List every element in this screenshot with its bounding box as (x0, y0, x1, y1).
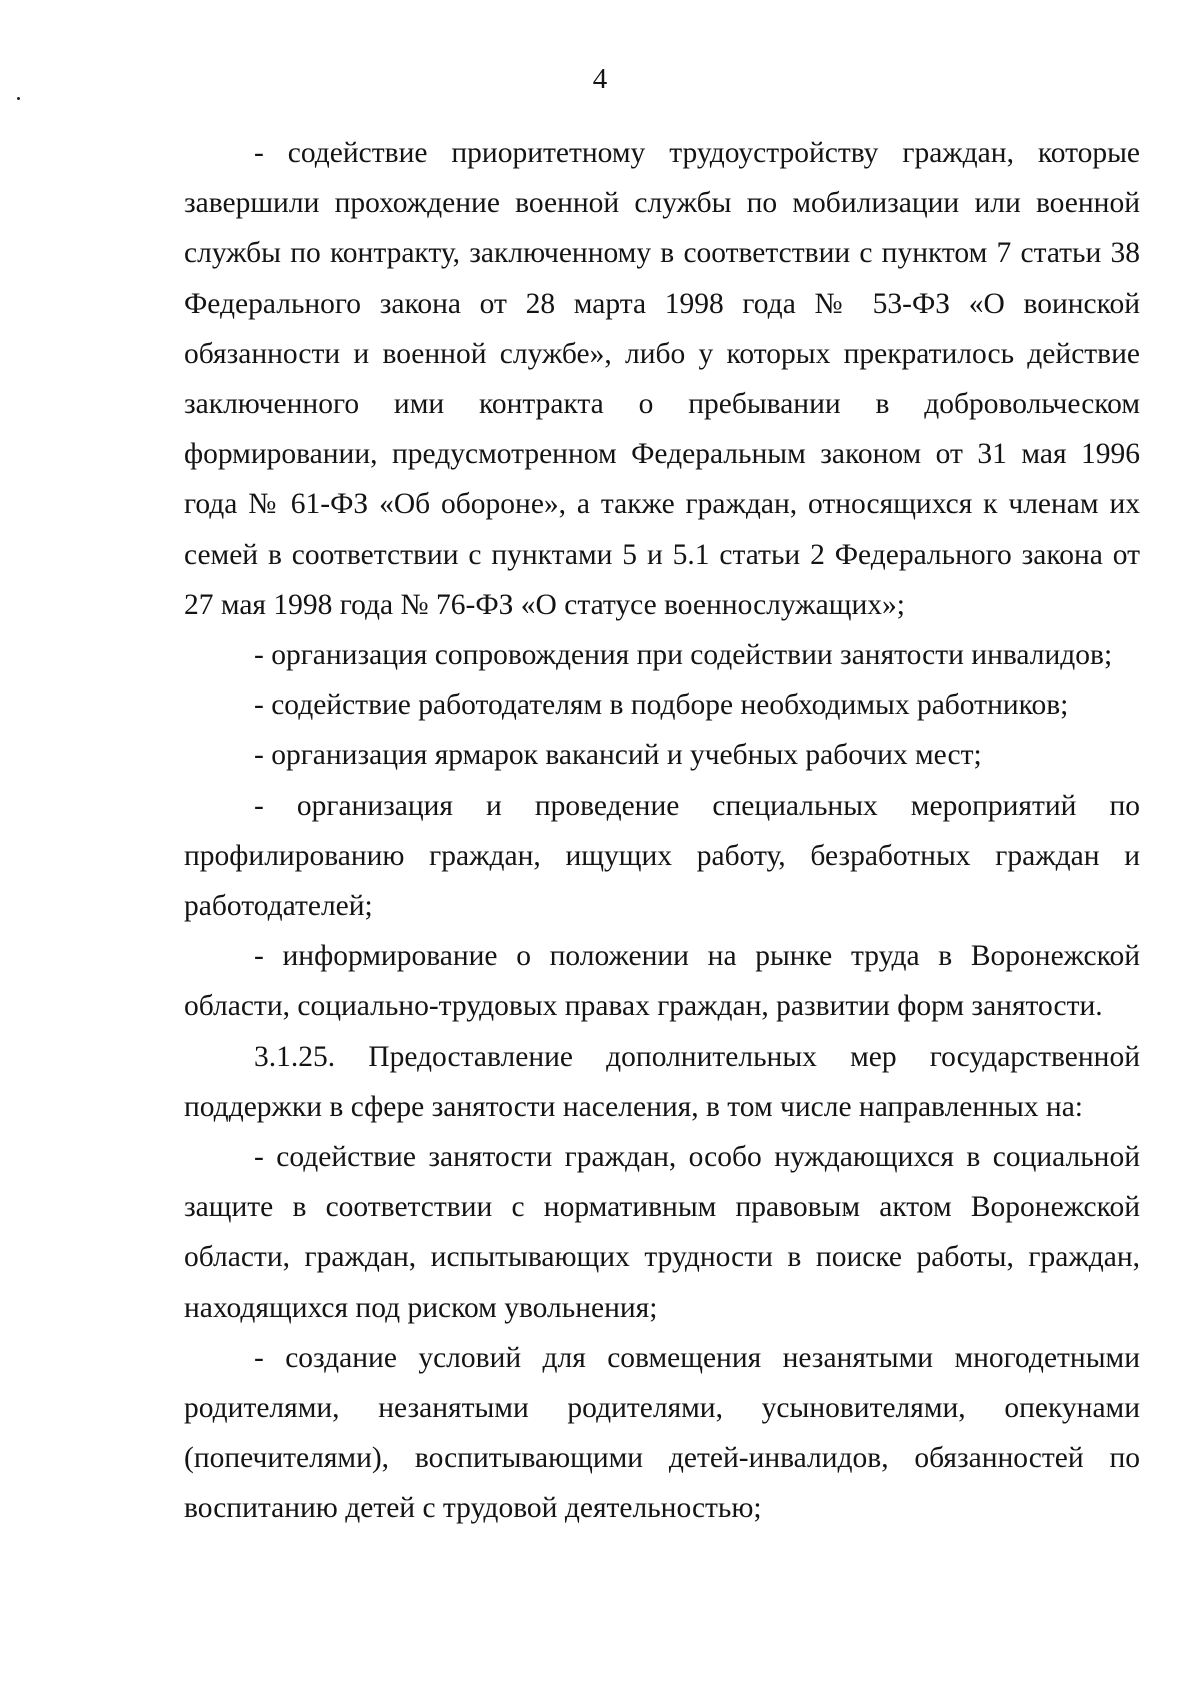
paragraph-employment-mobilized: - содействие приоритетному трудоустройству граждан, которые завершили прохождение военной службы по мобилизации или военной службы по контракту, заключенному в соответствии с пунктом 7 статьи 38 Федерального закона от 28 марта 1998 года № 53-ФЗ «О воинской обязанности и военной службе», либо у которых прекратилось действие заключенного ими контракта о пребывании в добровольческом формировании, предусмотренном Федеральным законом от 31 мая 1996 года № 61-ФЗ «Об обороне», а также граждан, относящихся к членам их семей в соответствии с пунктами 5 и 5.1 статьи 2 Федерального закона от 27 мая 1998 года № 76-ФЗ «О статусе военнослужащих»; (184, 137, 1140, 621)
paragraph-section-3-1-25: 3.1.25. Предоставление дополнительных мер государственной поддержки в сфере занятости населения, в том числе направленных на: (184, 1040, 1140, 1123)
page-number: 4 (592, 63, 608, 95)
paragraph-job-fairs: - организация ярмарок вакансий и учебных рабочих мест; (254, 739, 982, 772)
paragraph-labor-market-info: - информирование о положении на рынке труда в Воронежской области, социально-трудовых правах граждан, развитии форм занятости. (184, 940, 1140, 1023)
paragraph-profiling-events: - организация и проведение специальных мероприятий по профилированию граждан, ищущих работу, безработных граждан и работодателей; (184, 789, 1140, 923)
paragraph-social-protection: - содействие занятости граждан, особо нуждающихся в социальной защите в соответствии с нормативным правовым актом Воронежской области, граждан, испытывающих трудности в поиске работы, граждан, находящихся под риском увольнения; (184, 1141, 1140, 1324)
scan-speck (17, 97, 20, 100)
paragraph-disabled-support: - организация сопровождения при содействии занятости инвалидов; (254, 639, 1113, 672)
paragraph-employer-assistance: - содействие работодателям в подборе необходимых работников; (254, 689, 1069, 722)
paragraph-parents-employment: - создание условий для совмещения незанятыми многодетными родителями, незанятыми родителями, усыновителями, опекунами (попечителями), воспитывающими детей-инвалидов, обязанностей по воспитанию детей с трудовой деятельностью; (184, 1341, 1140, 1525)
document-body (184, 128, 1140, 1534)
